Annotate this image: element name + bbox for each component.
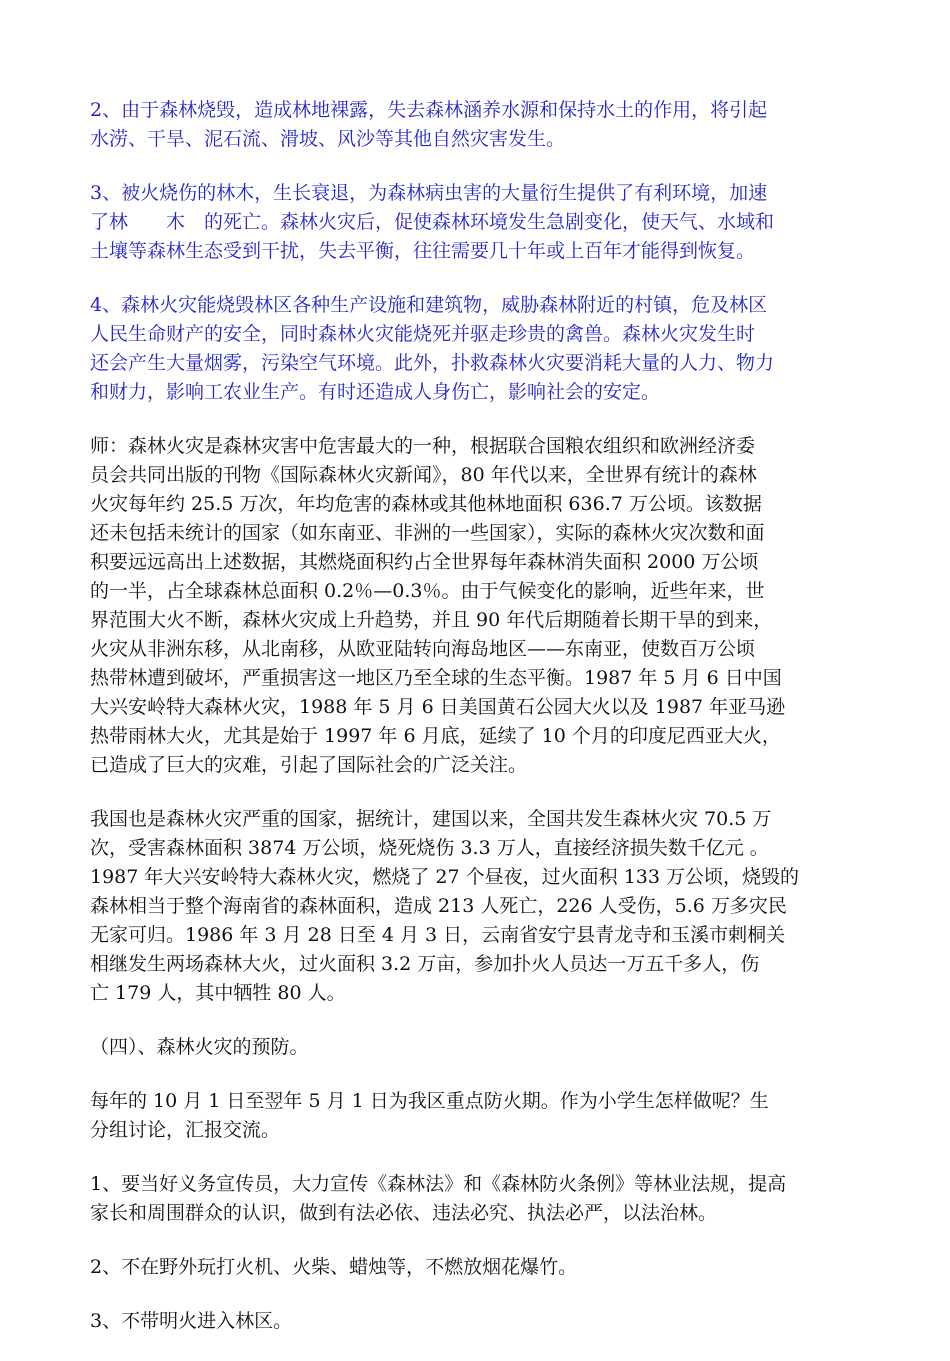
text-line: 分组讨论，汇报交流。 — [90, 1119, 281, 1141]
paragraph-teacher-global-fires — [90, 432, 860, 780]
list-item-prevention-2 — [90, 1253, 860, 1282]
paragraph-china-fires — [90, 805, 860, 1008]
text-line: 已造成了巨大的灾难，引起了国际社会的广泛关注。 — [90, 754, 528, 776]
text-line: 3、不带明火进入林区。 — [90, 1310, 293, 1332]
paragraph-consequence-3 — [90, 179, 860, 266]
text-line: 3、被火烧伤的林木，生长衰退，为森林病虫害的大量衍生提供了有利环境，加速 — [90, 182, 768, 204]
text-line: 的一半，占全球森林总面积 0.2％—0.3％。由于气候变化的影响，近些年来，世 — [90, 580, 765, 602]
paragraph-consequence-4 — [90, 291, 860, 407]
paragraph-fire-season — [90, 1087, 860, 1145]
text-line: 火灾从非洲东移，从北南移，从欧亚陆转向海岛地区——东南亚，使数百万公顷 — [90, 638, 756, 660]
text-line: 我国也是森林火灾严重的国家，据统计，建国以来，全国共发生森林火灾 70.5 万 — [90, 808, 772, 830]
text-line: 界范围大火不断，森林火灾成上升趋势，并且 90 年代后期随着长期干旱的到来， — [90, 609, 773, 631]
text-line: 4、森林火灾能烧毁林区各种生产设施和建筑物，威胁森林附近的村镇，危及林区 — [90, 294, 768, 316]
text-line: 水涝、干旱、泥石流、滑坡、风沙等其他自然灾害发生。 — [90, 128, 566, 150]
text-line: 积要远远高出上述数据，其燃烧面积约占全世界每年森林消失面积 2000 万公顷 — [90, 551, 759, 573]
text-line: 家长和周围群众的认识，做到有法必依、违法必究、执法必严，以法治林。 — [90, 1202, 718, 1224]
paragraph-consequence-2 — [90, 96, 860, 154]
text-line: 火灾每年约 25.5 万次，年均危害的森林或其他林地面积 636.7 万公顷。该数据 — [90, 493, 762, 515]
text-line: 师：森林火灾是森林灾害中危害最大的一种，根据联合国粮农组织和欧洲经济委 — [90, 435, 756, 457]
list-item-prevention-1 — [90, 1170, 860, 1228]
text-line: 2、由于森林烧毁，造成林地裸露，失去森林涵养水源和保持水土的作用，将引起 — [90, 99, 768, 121]
text-line: 和财力，影响工农业生产。有时还造成人身伤亡，影响社会的安定。 — [90, 381, 661, 403]
text-line: 1987 年大兴安岭特大森林火灾，燃烧了 27 个昼夜，过火面积 133 万公顷，烧毁的 — [90, 866, 799, 888]
section-heading-prevention — [90, 1033, 860, 1062]
text-line: 热带雨林大火，尤其是始于 1997 年 6 月底，延续了 10 个月的印度尼西亚大火， — [90, 725, 781, 747]
text-line: 相继发生两场森林大火，过火面积 3.2 万亩，参加扑火人员达一万五千多人，伤 — [90, 953, 760, 975]
list-item-prevention-3 — [90, 1307, 860, 1336]
text-line: （四）、森林火灾的预防。 — [90, 1036, 309, 1058]
text-line: 大兴安岭特大森林火灾，1988 年 5 月 6 日美国黄石公园大火以及 1987 年亚马逊 — [90, 696, 786, 718]
text-line: 2、不在野外玩打火机、火柴、蜡烛等，不燃放烟花爆竹。 — [90, 1256, 578, 1278]
text-line: 员会共同出版的刊物《国际森林火灾新闻》，80 年代以来，全世界有统计的森林 — [90, 464, 757, 486]
text-line: 热带林遭到破坏，严重损害这一地区乃至全球的生态平衡。1987 年 5 月 6 日中国 — [90, 667, 782, 689]
text-line: 人民生命财产的安全，同时森林火灾能烧死并驱走珍贵的禽兽。森林火灾发生时 — [90, 323, 756, 345]
text-line: 亡 179 人，其中牺牲 80 人。 — [90, 982, 346, 1004]
text-line: 还未包括未统计的国家（如东南亚、非洲的一些国家），实际的森林火灾次数和面 — [90, 522, 765, 544]
text-line: 土壤等森林生态受到干扰，失去平衡，往往需要几十年或上百年才能得到恢复。 — [90, 240, 756, 262]
text-line: 还会产生大量烟雾，污染空气环境。此外，扑救森林火灾要消耗大量的人力、物力 — [90, 352, 775, 374]
document-page — [90, 96, 860, 1361]
text-line: 森林相当于整个海南省的森林面积，造成 213 人死亡，226 人受伤，5.6 万多灾民 — [90, 895, 787, 917]
text-line: 了林 木 的死亡。森林火灾后，促使森林环境发生急剧变化，使天气、水域和 — [90, 211, 775, 233]
text-line: 每年的 10 月 1 日至翌年 5 月 1 日为我区重点防火期。作为小学生怎样做呢？生 — [90, 1090, 769, 1112]
text-line: 次，受害森林面积 3874 万公顷，烧死烧伤 3.3 万人，直接经济损失数千亿元 。 — [90, 837, 769, 859]
text-line: 无家可归。1986 年 3 月 28 日至 4 月 3 日，云南省安宁县青龙寺和玉溪市剌桐关 — [90, 924, 786, 946]
text-line: 1、要当好义务宣传员，大力宣传《森林法》和《森林防火条例》等林业法规，提高 — [90, 1173, 787, 1195]
